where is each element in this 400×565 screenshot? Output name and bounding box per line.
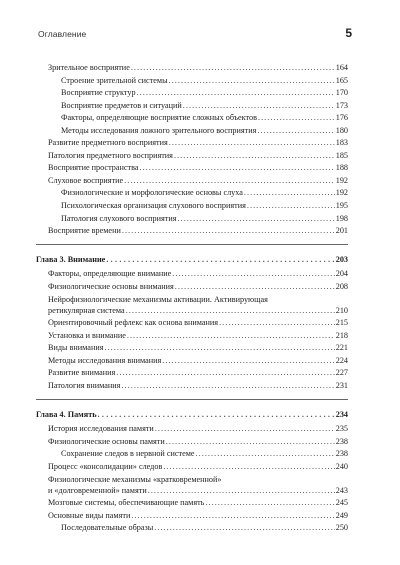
entry-title: Основные виды памяти <box>48 510 131 520</box>
entry-page: 227 <box>335 368 348 378</box>
toc-entry[interactable] <box>36 497 348 510</box>
entry-page: 164 <box>335 63 348 72</box>
toc-entry[interactable] <box>36 137 348 150</box>
dot-leader <box>137 87 335 100</box>
toc-section-memory-cont <box>36 497 348 535</box>
chapter-title: Глава 3. Внимание <box>36 254 106 264</box>
entry-page: 173 <box>335 100 348 110</box>
entry-page: 183 <box>335 138 348 148</box>
entry-title: Патология предметного восприятия <box>48 150 173 160</box>
entry-page: 208 <box>335 281 348 291</box>
dot-leader <box>106 254 334 267</box>
toc-entry[interactable] <box>36 367 348 380</box>
dot-leader <box>104 342 334 355</box>
entry-title: Физиологические и морфологические основы слуха <box>61 188 243 198</box>
toc-entry[interactable] <box>36 225 348 238</box>
dot-leader <box>131 510 334 523</box>
entry-page: 224 <box>335 355 348 365</box>
dot-leader <box>139 162 334 175</box>
entry-title: Восприятие предметов и ситуаций <box>61 100 182 110</box>
table-of-contents <box>36 62 348 535</box>
dot-leader <box>219 317 335 330</box>
entry-title: Восприятие структур <box>61 88 136 98</box>
toc-entry[interactable] <box>36 317 348 330</box>
entry-title: История исследования памяти <box>48 424 154 434</box>
chapter-page: 203 <box>335 254 348 264</box>
dot-leader <box>162 355 334 368</box>
dot-leader <box>148 485 335 496</box>
dot-leader <box>169 75 335 88</box>
toc-entry[interactable] <box>36 281 348 294</box>
dot-leader <box>124 175 335 188</box>
entry-page: 250 <box>335 523 348 533</box>
entry-title: Развитие внимания <box>48 368 116 378</box>
entry-title: Психологическая организация слухового восприятия <box>61 201 246 211</box>
dot-leader <box>247 200 335 213</box>
section-divider <box>36 399 348 400</box>
entry-title: Восприятие времени <box>48 226 121 236</box>
toc-entry[interactable] <box>36 125 348 138</box>
chapter-heading-memory[interactable] <box>36 409 348 422</box>
dot-leader <box>121 380 334 393</box>
dot-leader <box>131 62 335 75</box>
entry-page: 170 <box>335 88 348 98</box>
entry-page: 165 <box>335 75 348 85</box>
dot-leader <box>98 409 335 422</box>
entry-title: Развитие предметного восприятия <box>48 138 168 148</box>
entry-title: Физиологические основы памяти <box>48 436 165 446</box>
toc-entry[interactable] <box>36 522 348 535</box>
entry-title: Физиологические основы внимания <box>48 281 174 291</box>
toc-section-attention-cont <box>36 317 348 392</box>
page-number: 5 <box>345 26 352 40</box>
entry-page: 249 <box>335 510 348 520</box>
toc-entry[interactable] <box>36 213 348 226</box>
entry-title: Слуховое восприятие <box>48 175 124 185</box>
entry-page: 201 <box>335 226 348 236</box>
entry-title: Методы исследования внимания <box>48 355 162 365</box>
entry-title: Последовательные образы <box>61 523 154 533</box>
entry-title: Факторы, определяющие восприятие сложных объектов <box>61 113 257 123</box>
entry-page: 176 <box>335 113 348 123</box>
dot-leader <box>175 281 335 294</box>
entry-page: 240 <box>335 461 348 471</box>
entry-page: 238 <box>335 449 348 459</box>
toc-entry[interactable] <box>36 75 348 88</box>
entry-title: Патология внимания <box>48 381 121 391</box>
toc-section-memory <box>36 423 348 473</box>
dot-leader <box>183 100 335 113</box>
entry-title: Ориентировочный рефлекс как основа внимания <box>48 318 219 328</box>
running-head: Оглавление <box>38 29 87 39</box>
entry-title-line1: Нейрофизиологические механизмы активации. Активирующая <box>48 295 268 305</box>
entry-page: 192 <box>335 175 348 185</box>
entry-page: 180 <box>335 125 348 135</box>
toc-entry[interactable] <box>36 330 348 343</box>
dot-leader <box>178 213 335 226</box>
entry-page: 195 <box>335 201 348 211</box>
entry-page: 198 <box>335 213 348 223</box>
entry-title: Установка и внимание <box>48 330 126 340</box>
entry-page: 245 <box>335 498 348 508</box>
toc-section-attention <box>36 268 348 293</box>
entry-page: 215 <box>335 318 348 328</box>
toc-entry[interactable] <box>36 150 348 163</box>
entry-page: 188 <box>335 163 348 173</box>
entry-title: Методы исследования ложного зрительного восприятия <box>61 125 257 135</box>
dot-leader <box>196 448 335 461</box>
dot-leader <box>244 187 335 200</box>
toc-entry[interactable] <box>36 162 348 175</box>
dot-leader <box>122 225 335 238</box>
dot-leader <box>154 522 335 535</box>
toc-entry[interactable] <box>36 436 348 449</box>
entry-title-line1: Физиологические механизмы «кратковременной» <box>48 475 222 485</box>
entry-title: Патология слухового восприятия <box>61 213 177 223</box>
entry-page: 235 <box>335 424 348 434</box>
dot-leader <box>169 137 335 150</box>
toc-entry-wrapped[interactable] <box>36 474 348 496</box>
entry-page: 221 <box>335 343 348 353</box>
dot-leader <box>172 268 334 281</box>
entry-title: Процесс «консолидации» следов <box>48 461 163 471</box>
toc-entry[interactable] <box>36 380 348 393</box>
toc-entry[interactable] <box>36 187 348 200</box>
entry-title-line2: ретикулярная система <box>48 306 125 316</box>
toc-entry[interactable] <box>36 461 348 474</box>
toc-section-perception <box>36 62 348 238</box>
entry-page: 210 <box>335 306 348 316</box>
toc-entry-wrapped[interactable] <box>36 294 348 316</box>
toc-entry[interactable] <box>36 112 348 125</box>
toc-entry[interactable] <box>36 87 348 100</box>
entry-title: Виды внимания <box>48 343 104 353</box>
toc-entry[interactable] <box>36 62 348 75</box>
entry-title: Восприятие пространства <box>48 163 139 173</box>
entry-title: Факторы, определяющие внимание <box>48 269 172 279</box>
dot-leader <box>174 150 335 163</box>
entry-page: 185 <box>335 150 348 160</box>
entry-page: 218 <box>335 330 348 340</box>
toc-entry[interactable] <box>36 268 348 281</box>
dot-leader <box>205 497 334 510</box>
entry-page: 204 <box>335 269 348 279</box>
toc-entry[interactable] <box>36 100 348 113</box>
dot-leader <box>166 436 335 449</box>
dot-leader <box>155 423 335 436</box>
chapter-heading-attention[interactable] <box>36 254 348 267</box>
entry-page: 238 <box>335 436 348 446</box>
dot-leader <box>257 125 334 138</box>
section-divider <box>36 244 348 245</box>
toc-entry[interactable] <box>36 448 348 461</box>
entry-title: Зрительное восприятие <box>48 63 130 72</box>
entry-title: Мозговые системы, обеспечивающие память <box>48 498 205 508</box>
toc-entry[interactable] <box>36 355 348 368</box>
toc-entry[interactable] <box>36 342 348 355</box>
dot-leader <box>163 461 334 474</box>
toc-entry[interactable] <box>36 510 348 523</box>
entry-page: 243 <box>335 486 348 496</box>
dot-leader <box>127 330 335 343</box>
dot-leader <box>116 367 334 380</box>
dot-leader <box>126 305 335 316</box>
entry-title-line2: и «долговременной» памяти <box>48 486 147 496</box>
entry-title: Сохранение следов в нервной системе <box>61 449 195 459</box>
entry-title: Строение зрительной системы <box>61 75 168 85</box>
entry-page: 231 <box>335 381 348 391</box>
toc-entry[interactable] <box>36 200 348 213</box>
entry-page: 192 <box>335 188 348 198</box>
dot-leader <box>258 112 335 125</box>
chapter-title: Глава 4. Память <box>36 409 97 419</box>
toc-entry[interactable] <box>36 423 348 436</box>
toc-entry[interactable] <box>36 175 348 188</box>
chapter-page: 234 <box>335 409 348 419</box>
